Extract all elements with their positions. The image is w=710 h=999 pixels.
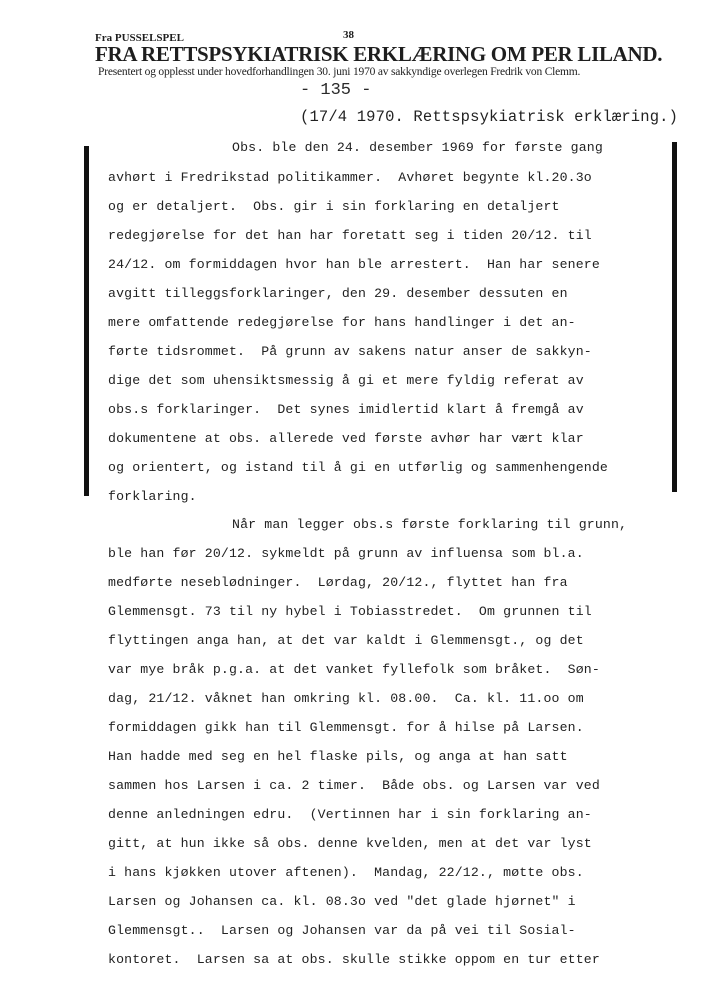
header-title: FRA RETTSPSYKIATRISK ERKLÆRING OM PER LILAND.: [95, 42, 663, 66]
text-line: dokumentene at obs. allerede ved første avhør har vært klar: [108, 431, 584, 446]
text-line: i hans kjøkken utover aftenen). Mandag, 22/12., møtte obs.: [108, 865, 584, 880]
text-line: kontoret. Larsen sa at obs. skulle stikke oppom en tur etter: [108, 952, 600, 967]
document-heading: (17/4 1970. Rettspsykiatrisk erklæring.): [300, 108, 679, 126]
margin-bar-right: [672, 142, 677, 492]
text-line: Glemmensgt.. Larsen og Johansen var da på vei til Sosial-: [108, 923, 576, 938]
text-line: avgitt tilleggsforklaringer, den 29. desember dessuten en: [108, 286, 568, 301]
header-source: Fra PUSSELSPEL: [95, 32, 184, 44]
text-line: dag, 21/12. våknet han omkring kl. 08.00. Ca. kl. 11.oo om: [108, 691, 584, 706]
text-line: ble han før 20/12. sykmeldt på grunn av influensa som bl.a.: [108, 546, 584, 561]
text-line: formiddagen gikk han til Glemmensgt. for å hilse på Larsen.: [108, 720, 584, 735]
text-line: 24/12. om formiddagen hvor han ble arrestert. Han har senere: [108, 257, 600, 272]
text-line: obs.s forklaringer. Det synes imidlertid klart å fremgå av: [108, 402, 584, 417]
text-line: denne anledningen edru. (Vertinnen har i sin forklaring an-: [108, 807, 592, 822]
text-line: sammen hos Larsen i ca. 2 timer. Både obs. og Larsen var ved: [108, 778, 600, 793]
text-line: og er detaljert. Obs. gir i sin forklaring en detaljert: [108, 199, 560, 214]
text-line: gitt, at hun ikke så obs. denne kvelden, men at det var lyst: [108, 836, 592, 851]
text-line: Glemmensgt. 73 til ny hybel i Tobiasstredet. Om grunnen til: [108, 604, 592, 619]
text-line: førte tidsrommet. På grunn av sakens natur anser de sakkyn-: [108, 344, 592, 359]
text-line: forklaring.: [108, 489, 197, 504]
text-line: var mye bråk p.g.a. at det vanket fyllefolk som bråket. Søn-: [108, 662, 600, 677]
text-line: dige det som uhensiktsmessig å gi et mere fyldig referat av: [108, 373, 584, 388]
text-line: og orientert, og istand til å gi en utførlig og sammenhengende: [108, 460, 608, 475]
text-line: Obs. ble den 24. desember 1969 for første gang: [232, 140, 603, 155]
header-subtitle: Presentert og opplesst under hovedforhandlingen 30. juni 1970 av sakkyndige overlegen Fredrik von Clemm.: [98, 66, 581, 78]
text-line: mere omfattende redegjørelse for hans handlinger i det an-: [108, 315, 576, 330]
header-page-number: 38: [343, 29, 354, 41]
text-line: Når man legger obs.s første forklaring til grunn,: [232, 517, 628, 532]
text-line: medførte neseblødninger. Lørdag, 20/12., flyttet han fra: [108, 575, 568, 590]
margin-bar-left: [84, 146, 89, 496]
text-line: Han hadde med seg en hel flaske pils, og anga at han satt: [108, 749, 568, 764]
text-line: redegjørelse for det han har foretatt seg i tiden 20/12. til: [108, 228, 592, 243]
text-line: avhørt i Fredrikstad politikammer. Avhøret begynte kl.20.3o: [108, 170, 592, 185]
text-line: Larsen og Johansen ca. kl. 08.3o ved "det glade hjørnet" i: [108, 894, 576, 909]
text-line: flyttingen anga han, at det var kaldt i Glemmensgt., og det: [108, 633, 584, 648]
page-marker: - 135 -: [300, 81, 372, 100]
